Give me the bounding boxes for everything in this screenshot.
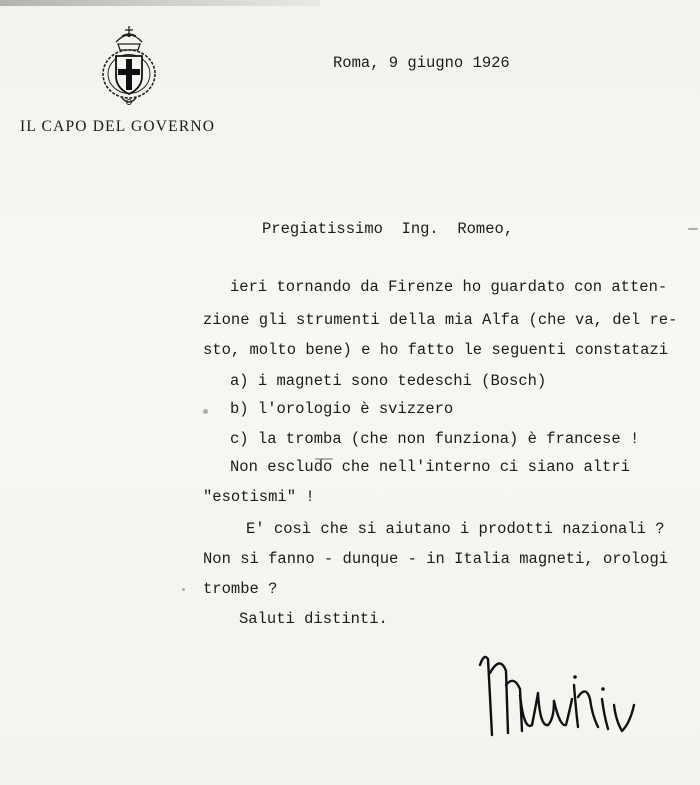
body-line-1: ieri tornando da Firenze ho guardato con atten-	[230, 278, 668, 296]
scan-speck	[688, 228, 698, 230]
scan-speck	[203, 409, 208, 414]
body-line-11: trombe ?	[203, 580, 278, 598]
list-item-a: a) i magneti sono tedeschi (Bosch)	[230, 372, 547, 390]
body-line-10: Non si fanno - dunque - in Italia magneti, orologi	[203, 550, 669, 568]
scan-speck	[182, 588, 185, 591]
list-item-b: b) l'orologio è svizzero	[230, 400, 454, 418]
salutation: Pregiatissimo Ing. Romeo,	[262, 220, 514, 238]
royal-crest-icon	[96, 22, 162, 108]
body-line-9: E' così che si aiutano i prodotti nazionali ?	[246, 520, 665, 538]
scan-smudge	[0, 0, 320, 6]
body-line-2: zione gli strumenti della mia Alfa (che va, del re-	[203, 311, 678, 329]
handwritten-signature-icon	[470, 645, 640, 745]
body-line-7: Non escludo che nell'interno ci siano altri	[230, 458, 630, 476]
date-line: Roma, 9 giugno 1926	[333, 54, 510, 72]
scan-speck	[315, 458, 333, 460]
office-title: IL CAPO DEL GOVERNO	[20, 118, 216, 135]
list-item-c: c) la tromba (che non funziona) è francese !	[230, 430, 640, 448]
closing-line: Saluti distinti.	[239, 610, 388, 628]
body-line-8: "esotismi" !	[203, 488, 315, 506]
body-line-3: sto, molto bene) e ho fatto le seguenti constatazi	[203, 341, 669, 359]
